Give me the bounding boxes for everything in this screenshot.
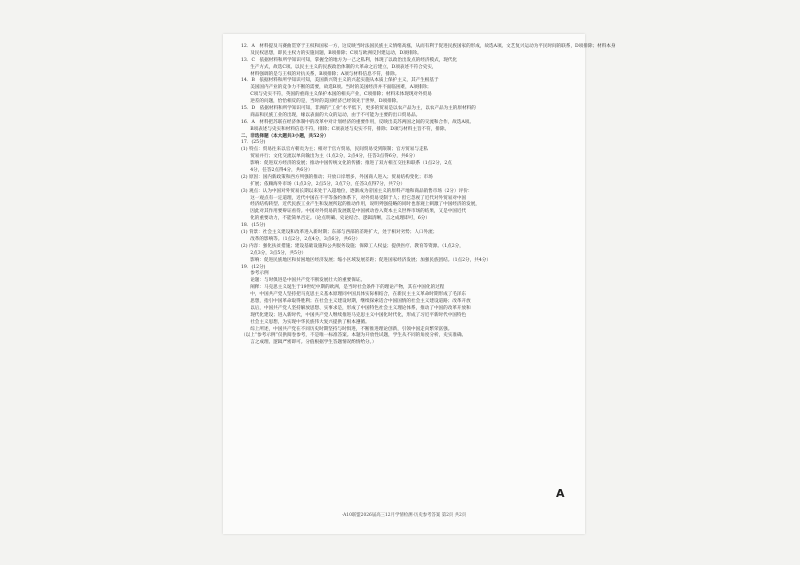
answer-line: 现代化建设；进入新时代，中国共产党人继续推进马克思主义中国化时代化，形成了习近平新时代中国特色 [241,312,467,318]
answer-line: 17．(25分) [241,140,266,146]
page-footer: ·A10联盟2026届高三12月学情检测·历史参考答案 第2页 共2页 [341,513,467,518]
answer-line: 2点3分，3点5分，共5分） [241,250,307,256]
answer-line: 这一观点有一定道理，近代中国在不平等条约体系下，对外贸易受制于人；但它忽视了近代对外贸易对中国 [241,195,467,201]
answer-line: 12．A 材料提及马赛曲贯穿于王权和国家一方，这反映当时法国民族主义情绪高涨，从而有利于促进民族国家的形成，故选A项。文艺复兴运动为平民时间的联系，D项排除；材料本身 [241,44,616,49]
answer-line: 言之成理、逻辑严密即可。分值根据学生答题情况酌情给分。） [241,340,377,346]
answer-line: 15．D 依据材料和所学知识可知，非洲的“工业”水平低下，更多的贸易是以农产品为主，以农产品为主的原材料的 [241,106,476,112]
answer-line: 综上所述，中国共产党在不同历史时期坚持与时俱进，不断推进理论创新，引领中国走向繁荣富强。 [241,326,453,332]
answer-line: 因此对其作用要辩证看待。中国对外贸易的发展既是中国被动卷入资本主义世界市场的结果，又是中国近代 [241,209,467,215]
answer-line: 及民权思想，即民主权力的实施问题，B项排除；C项与欧洲反封建运动，D项排除。 [241,50,422,56]
answer-line: 14．B 依据材料和所学知识可知，美国新兴资主义的兴起实施从本质上保护主义，其产生根基于 [241,78,439,84]
answer-line: 参考示例 [241,271,269,277]
answer-line: 美国国内产业的竞争力不断的需要，故选B项。当时的美国经济并不面临困难，A项排除； [241,85,432,91]
answer-line: B项表述与史实和材料信息不符，排除；C项表述与史实不符，排除；D项与材料主旨不符，排除。 [241,126,450,132]
answer-line: 4分，任答2点得4分，共6分） [241,168,313,174]
answer-line: 二、非选择题（本大题共3小题，共52分） [241,133,329,139]
answer-line: (2) 内容：强化扶贫措施；建设基础设施和公共服务设施；保障工人权益；提供医疗、教育等资源。（1点2分， [241,243,464,249]
answer-line: 19．(12分) [241,264,266,270]
answer-line: 生产方式，故选C项。以民主主义的民族政治体制的大革命之后建立，D项表述不符合史实， [241,64,437,70]
corner-mark: A [556,487,565,500]
answer-line: 阐释：马克思主义诞生于19世纪中期的欧洲，是当时社会条件下的理论产物，其在中国化的过程 [241,285,445,291]
answer-line: 思想，指引中国革命取得胜利；在社会主义建设时期，继续探索适合中国国情的社会主义建设道路；改革开放 [241,298,471,304]
answer-line: (1) 背景：社会主义建设和改革进入新时期；东部与西部的差距扩大，处于相对劣势；人口外流； [241,230,438,236]
answer-line: 中，中国共产党人坚持把马克思主义基本原理同中国具体实际相结合，在新民主主义革命时期形成了毛泽东 [241,292,467,298]
answer-line: 13．C 依据材料和所学知识可知，掌握全的地方为一己之私利，体现了以政治出发点的经济模式，现代化 [241,57,458,63]
answer-line: 贸易并行；文化交流以单向输出为主（1点2分，2点4分，任答3点得6分，共6分） [241,154,418,160]
answer-line: 16．A 材料把苏联在经济体制中的改革中对计划经济的重要作用，反映出美苏两国之间的交流和合作，故选A项。 [241,119,474,125]
answer-line: 改革的影响等。（1点2分，2点4分，3点6分，共6分） [241,236,361,242]
answer-sheet [223,34,616,534]
answer-line: （以上“参考示例”仅供阅卷参考，不是唯一标准答案。本题为开放性试题，学生从不同的角度分析，史实准确、 [241,333,467,339]
answer-line: (3) 观点：认为中国对外贸易长期以来处于入超地位，逐渐成为帝国主义的原料产地和商品销售市场（2分）评价： [241,188,473,194]
answer-line: 商品和民族工业的出现，缘以表面的大众的运动，由于不可能为主要的出口贸易品。 [241,112,421,118]
answer-line: 材料强调的是与王权的对抗关系，B项排除；A项与材料信息不符，排除。 [241,71,400,77]
answer-line: 扩展；依赖海外市场（1点3分，2点5分，3点7分，任答3点得7分，共7分） [241,181,406,187]
answer-line: 18．(15分) [241,223,266,229]
answer-line: 经济结构转型、近代民族工业产生和发展所起的推动作用，说明列强侵略的同时也客观上刺激了中国经济的发展， [241,202,480,208]
answer-line: 逆差的问题，恰恰相反的是，当时的美国经济已经领先于世界，D项排除。 [241,99,401,105]
answer-line: (2) 原因：国内新政策和西方列强的推动；开放口岸增多，外国商人进入；贸易结构变化；市场 [241,174,433,180]
answer-line: 化的重要动力，不能简单否定。（论点明确、史论结合、逻辑清晰，言之成理即可，6分） [241,216,430,222]
answer-line: (1) 特点：贸易往来以官方朝贡为主；相对于官方贸易，民间贸易受到限制；官方贸易与走私 [241,147,429,153]
answer-line: 论题：与时俱进是中国共产党不断发展壮大的重要保证。 [241,278,366,284]
answer-text-body [241,44,616,347]
answer-line: C项与史实不符，英国的重商主义保护本国的相关产业，C项排除；材料未体现现对外贸易 [241,92,432,98]
answer-line: 社会主义思想，为实现中华民族伟大复兴提供了根本遵循。 [241,319,370,325]
answer-line: 影响：促进双方经济的发展；推动中国传统文化的传播；推进了双方相互交往和联系（1点2分，2点 [241,161,452,167]
answer-line: 影响：促进民族地区和贫困地区经济发展；缩小区域发展差距；促进国家经济发展；加强民族团结。（1点2分，共4分） [241,257,491,263]
answer-line: 以后，中国共产党人坚持解放思想、实事求是，形成了中国特色社会主义理论体系，推动了中国的改革开放和 [241,305,471,311]
